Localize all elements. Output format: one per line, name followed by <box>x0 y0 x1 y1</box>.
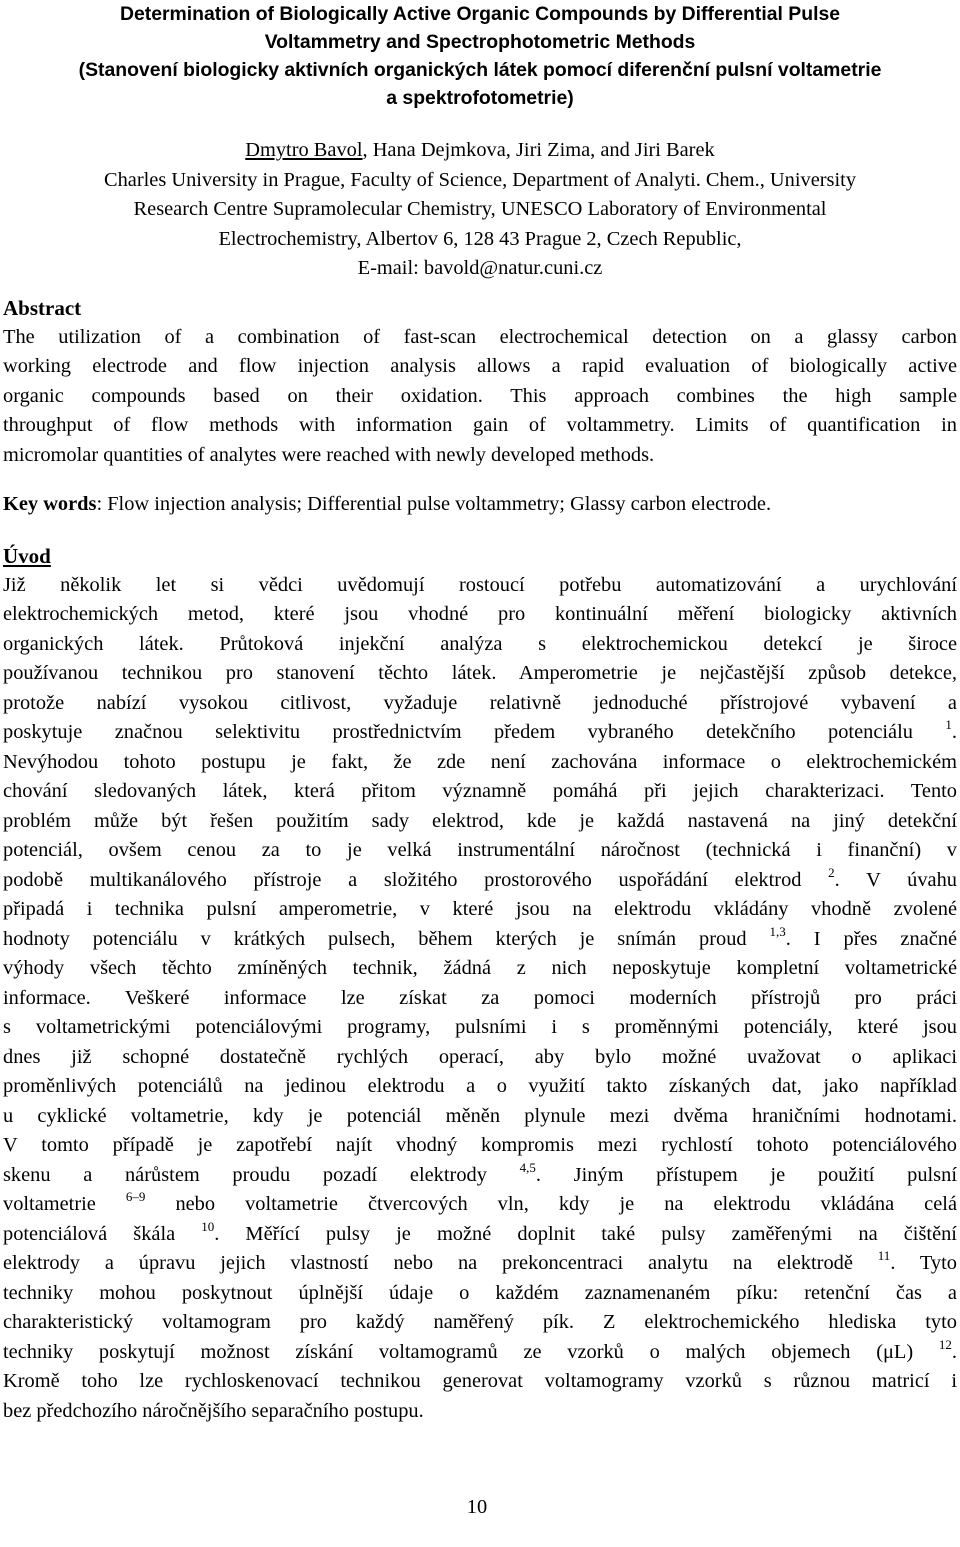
introduction-line <box>3 1043 957 1073</box>
line-text: s voltametrickými potenciálovými programy, pulsními i s proměnnými potenciály, které jsou <box>3 1016 957 1038</box>
line-text: připadá i technika pulsní amperometrie, v které jsou na elektrodu vkládány vhodně zvolené <box>3 898 957 920</box>
introduction-line <box>3 1220 957 1250</box>
other-authors: , Hana Dejmkova, Jiri Zima, and Jiri Barek <box>362 139 715 161</box>
citation-superscript: 11 <box>877 1248 891 1263</box>
abstract-body <box>3 323 957 471</box>
line-text: organických látek. Průtoková injekční analýza s elektrochemickou detekcí je široce <box>3 632 957 655</box>
line-text: hodnoty potenciálu v krátkých pulsech, během kterých je snímán proud <box>3 927 747 950</box>
abstract-line: The utilization of a combination of fast-scan electrochemical detection on a glassy carbon <box>3 325 957 348</box>
line-text: elektrochemických metod, které jsou vhodné pro kontinuální měření biologicky aktivních <box>3 603 957 625</box>
citation-superscript: 4,5 <box>519 1159 536 1175</box>
introduction-line <box>3 836 957 866</box>
abstract-line: micromolar quantities of analytes were reached with newly developed methods. <box>3 443 655 466</box>
line-text-after-citation: . <box>951 721 957 743</box>
line-text: výhody všech těchto zmíněných technik, žádná z nich neposkytuje kompletní voltametrické <box>3 957 957 979</box>
title-line: (Stanovení biologicky aktivních organických látek pomocí diferenční pulsní voltametrie <box>78 59 882 81</box>
introduction-line <box>3 807 957 837</box>
keywords-label: Key words <box>3 493 97 515</box>
introduction-line <box>3 1190 957 1220</box>
introduction-line <box>3 1013 957 1043</box>
line-text: bez předchozího náročnějšího separačního postupu. <box>3 1399 424 1422</box>
affiliation-line: Research Centre Supramolecular Chemistry, UNESCO Laboratory of Environmental <box>133 198 827 220</box>
introduction-line <box>3 718 957 748</box>
title-line: Determination of Biologically Active Organic Compounds by Differential Pulse <box>119 3 841 25</box>
introduction-line <box>3 748 957 778</box>
line-text-after-citation: . V úvahu <box>834 868 957 891</box>
line-text-after-citation: nebo voltametrie čtvercových vln, kdy je na elektrodu vkládána celá <box>145 1193 957 1215</box>
introduction-line <box>3 1072 957 1102</box>
author-email: E-mail: bavold@natur.cuni.cz <box>357 257 603 279</box>
introduction-line <box>3 1367 957 1397</box>
paper-page <box>3 0 957 1426</box>
line-text: proměnlivých potenciálů na jedinou elektrodu a o využití takto získaných dat, jako například <box>3 1075 957 1097</box>
introduction-line <box>3 659 957 689</box>
introduction-line <box>3 954 957 984</box>
line-text: chování sledovaných látek, která přitom významně pomáhá při jejich charakterizaci. Tento <box>3 780 957 802</box>
citation-superscript: 10 <box>201 1218 215 1234</box>
introduction-body <box>3 571 957 1427</box>
first-author-link[interactable]: Dmytro Bavol <box>245 139 363 161</box>
introduction-line <box>3 689 957 719</box>
introduction-line <box>3 866 957 896</box>
line-text: elektrody a úpravu jejich vlastností nebo na prekoncentraci analytu na elektrodě <box>3 1252 853 1274</box>
line-text: potenciál, ovšem cenou za to je velká instrumentální náročnost (technická i finanční) v <box>3 839 957 861</box>
line-text: potenciálová škála <box>3 1222 176 1245</box>
citation-superscript: 12 <box>938 1336 952 1352</box>
line-text: V tomto případě je zapotřebí najít vhodný kompromis mezi rychlostí tohoto potenciálového <box>3 1134 957 1156</box>
abstract-line: organic compounds based on their oxidation. This approach combines the high sample <box>3 384 957 407</box>
author-names <box>3 136 957 166</box>
introduction-line <box>3 1131 957 1161</box>
abstract-line: working electrode and flow injection analysis allows a rapid evaluation of biologically active <box>3 355 957 377</box>
introduction-line <box>3 630 957 660</box>
introduction-line <box>3 895 957 925</box>
title-line: Voltammetry and Spectrophotometric Methods <box>264 31 696 53</box>
line-text-after-citation: . I přes značné <box>785 927 957 950</box>
abstract-line: throughput of flow methods with information gain of voltammetry. Limits of quantification in <box>3 414 957 436</box>
introduction-line <box>3 777 957 807</box>
line-text-after-citation: . <box>951 1340 957 1363</box>
introduction-line <box>3 600 957 630</box>
line-text: Kromě toho lze rychloskenovací technikou generovat voltamogramy vzorků s různou matricí i <box>3 1370 957 1392</box>
affiliation-line: Electrochemistry, Albertov 6, 128 43 Prague 2, Czech Republic, <box>218 227 742 250</box>
introduction-line <box>3 1161 957 1191</box>
introduction-line <box>3 571 957 601</box>
introduction-line <box>3 1338 957 1368</box>
line-text: techniky mohou poskytnout úplnější údaje o každém zaznamenaném píku: retenční čas a <box>3 1281 957 1304</box>
citation-superscript: 6–9 <box>125 1189 146 1204</box>
line-text: podobě multikanálového přístroje a složitého prostorového uspořádání elektrod <box>3 868 802 891</box>
line-text: skenu a nárůstem proudu pozadí elektrody <box>3 1163 487 1186</box>
author-block <box>3 136 957 284</box>
introduction-line <box>3 1249 957 1279</box>
introduction-line <box>3 925 957 955</box>
title-line: a spektrofotometrie) <box>386 87 574 109</box>
line-text: techniky poskytují možnost získání voltamogramů ze vzorků o malých objemech (μL) <box>3 1340 914 1363</box>
page-number: 10 <box>466 1496 488 1518</box>
introduction-line <box>3 1279 957 1309</box>
line-text: protože nabízí vysokou citlivost, vyžaduje relativně jednoduché přístrojové vybavení a <box>3 691 957 714</box>
paper-title <box>3 0 957 112</box>
line-text: voltametrie <box>3 1193 96 1215</box>
line-text: poskytuje značnou selektivitu prostřednictvím předem vybraného detekčního potenciálu <box>3 721 913 743</box>
line-text: Již několik let si vědci uvědomují rostoucí potřebu automatizování a urychlování <box>3 573 957 596</box>
line-text: dnes již schopné dostatečně rychlých operací, aby bylo možné uvažovat o aplikaci <box>3 1045 957 1068</box>
line-text-after-citation: . Jiným přístupem je použití pulsní <box>535 1163 957 1186</box>
line-text: Nevýhodou tohoto postupu je fakt, že zde není zachována informace o elektrochemickém <box>3 750 957 773</box>
line-text: charakteristický voltamogram pro každý naměřený pík. Z elektrochemického hlediska tyto <box>3 1311 957 1333</box>
line-text: používanou technikou pro stanovení těchto látek. Amperometrie je nejčastější způsob detekce, <box>3 662 957 684</box>
citation-superscript: 1,3 <box>769 923 786 939</box>
line-text-after-citation: . Tyto <box>890 1252 957 1274</box>
introduction-line <box>3 1397 957 1427</box>
citation-superscript: 1 <box>945 717 952 732</box>
line-text-after-citation: . Měřící pulsy je možné doplnit také pulsy zaměřenými na čištění <box>214 1222 957 1245</box>
keywords <box>3 490 957 520</box>
affiliation-line: Charles University in Prague, Faculty of Science, Department of Analyti. Chem., University <box>103 168 857 191</box>
introduction-line <box>3 1308 957 1338</box>
line-text: u cyklické voltametrie, kdy je potenciál měněn plynule mezi dvěma hraničními hodnotami. <box>3 1104 957 1127</box>
keywords-text: : Flow injection analysis; Differential pulse voltammetry; Glassy carbon electrode. <box>96 493 772 515</box>
line-text: problém může být řešen použitím sady elektrod, kde je každá nastavená na jiný detekční <box>3 809 957 832</box>
introduction-line <box>3 984 957 1014</box>
citation-superscript: 2 <box>828 864 835 880</box>
introduction-heading: Úvod <box>3 543 51 568</box>
line-text: informace. Veškeré informace lze získat za pomoci moderních přístrojů pro práci <box>3 986 957 1009</box>
introduction-line <box>3 1102 957 1132</box>
abstract-heading: Abstract <box>3 295 82 320</box>
